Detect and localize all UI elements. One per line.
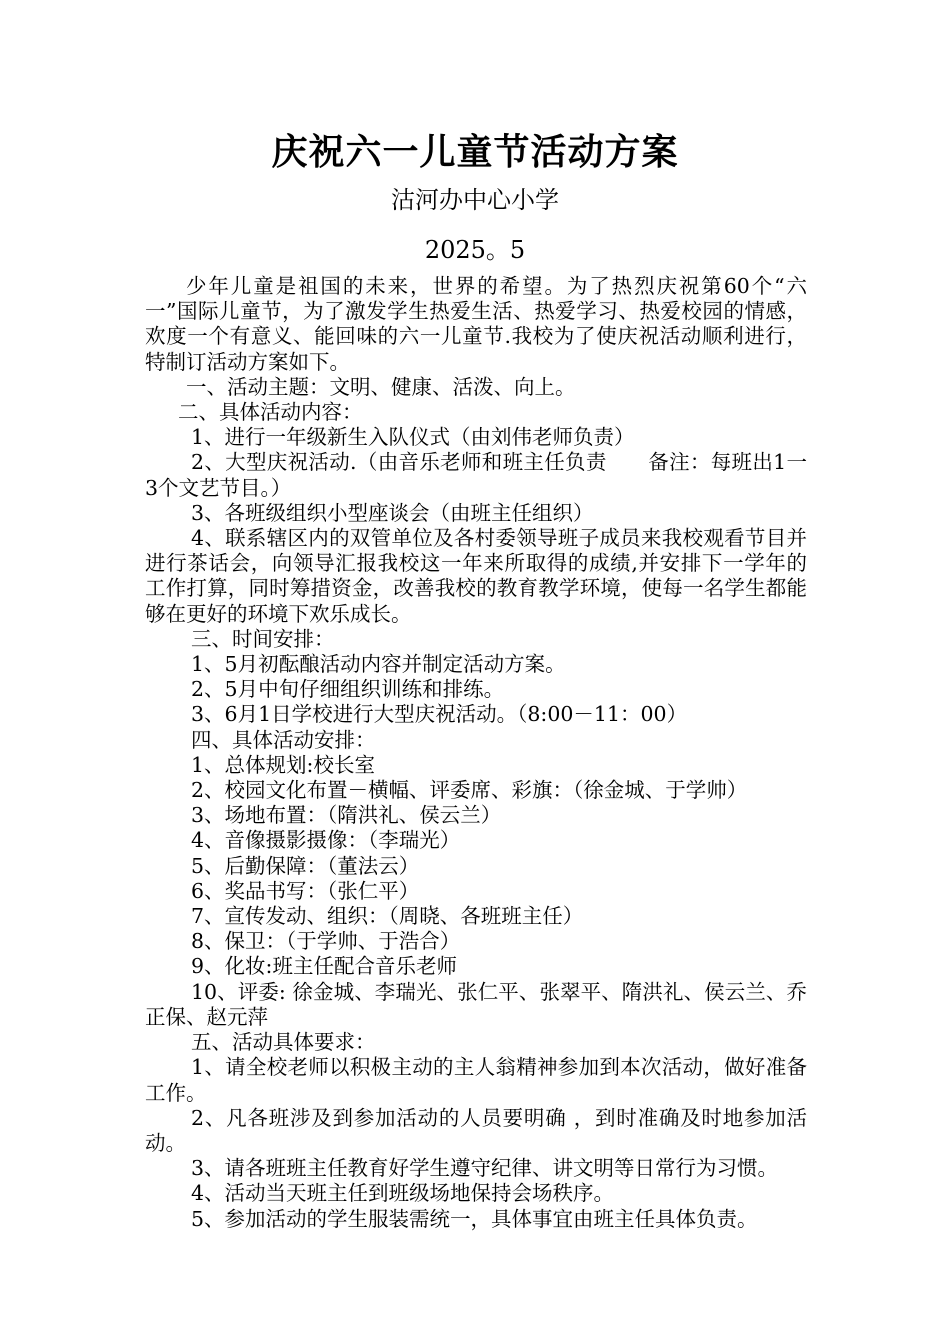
list-item: 2、大型庆祝活动.（由音乐老师和班主任负责 备注：每班出1一3个文艺节目。） <box>145 450 807 500</box>
list-item: 6、奖品书写：（张仁平） <box>191 878 420 903</box>
list-item: 1、进行一年级新生入队仪式（由刘伟老师负责） <box>191 425 635 450</box>
document-body <box>145 274 807 1232</box>
document-title: 庆祝六一儿童节活动方案 <box>271 131 679 173</box>
list-item: 10、评委: 徐金城、李瑞光、张仁平、张翠平、隋洪礼、侯云兰、乔正保、赵元萍 <box>145 979 807 1029</box>
list-item: 5、参加活动的学生服装需统一，具体事宜由班主任具体负责。 <box>191 1206 758 1231</box>
list-item: 8、保卫：（于学帅、于浩合） <box>191 929 461 954</box>
section-heading: 四、具体活动安排： <box>191 727 376 752</box>
list-item: 2、5月中旬仔细组织训练和排练。 <box>191 677 505 702</box>
list-item: 5、后勤保障：（董法云） <box>191 853 420 878</box>
list-item: 4、音像摄影摄像：（李瑞光） <box>191 828 461 853</box>
section-heading: 五、活动具体要求： <box>191 1030 376 1055</box>
list-item: 2、凡各班涉及到参加活动的人员要明确 ，到时准确及时地参加活动。 <box>145 1105 807 1155</box>
list-item: 1、总体规划:校长室 <box>191 752 375 777</box>
list-item: 7、宣传发动、组织：（周晓、各班班主任） <box>191 904 584 929</box>
list-item: 3、场地布置：（隋洪礼、侯云兰） <box>191 803 502 828</box>
list-item: 9、化妆:班主任配合音乐老师 <box>191 954 457 979</box>
list-item: 2、校园文化布置－横幅、评委席、彩旗：（徐金城、于学帅） <box>191 778 748 803</box>
school-name: 沽河办中心小学 <box>391 186 559 214</box>
list-item: 3、各班级组织小型座谈会（由班主任组织） <box>191 500 594 525</box>
document-date: 2025。5 <box>424 236 526 264</box>
list-item: 3、请各班班主任教育好学生遵守纪律、讲文明等日常行为习惯。 <box>191 1156 779 1181</box>
list-item: 1、请全校老师以积极主动的主人翁精神参加到本次活动，做好准备工作。 <box>145 1055 807 1105</box>
list-item: 3、6月1日学校进行大型庆祝活动。（8:00－11：00） <box>191 702 688 727</box>
list-item: 4、联系辖区内的双管单位及各村委领导班子成员来我校观看节目并进行茶话会，向领导汇报我校这一年来所取得的成绩,并安排下一学年的工作打算，同时筹措资金，改善我校的教育教学环境，使每一名学生都能够在更好的环境下欢乐成长。 <box>145 526 807 626</box>
list-item: 1、5月初酝酿活动内容并制定活动方案。 <box>191 652 566 677</box>
intro-paragraph: 少年儿童是祖国的未来，世界的希望。为了热烈庆祝第60个“六一”国际儿童节，为了激发学生热爱生活、热爱学习、热爱校园的情感，欢度一个有意义、能回味的六一儿童节.我校为了使庆祝活动顺利进行，特制订活动方案如下。 <box>145 274 807 374</box>
section-theme: 一、活动主题：文明、健康、活泼、向上。 <box>186 374 576 399</box>
section-heading: 二、具体活动内容： <box>178 400 363 425</box>
section-heading: 三、时间安排： <box>191 626 335 651</box>
list-item: 4、活动当天班主任到班级场地保持会场秩序。 <box>191 1181 615 1206</box>
